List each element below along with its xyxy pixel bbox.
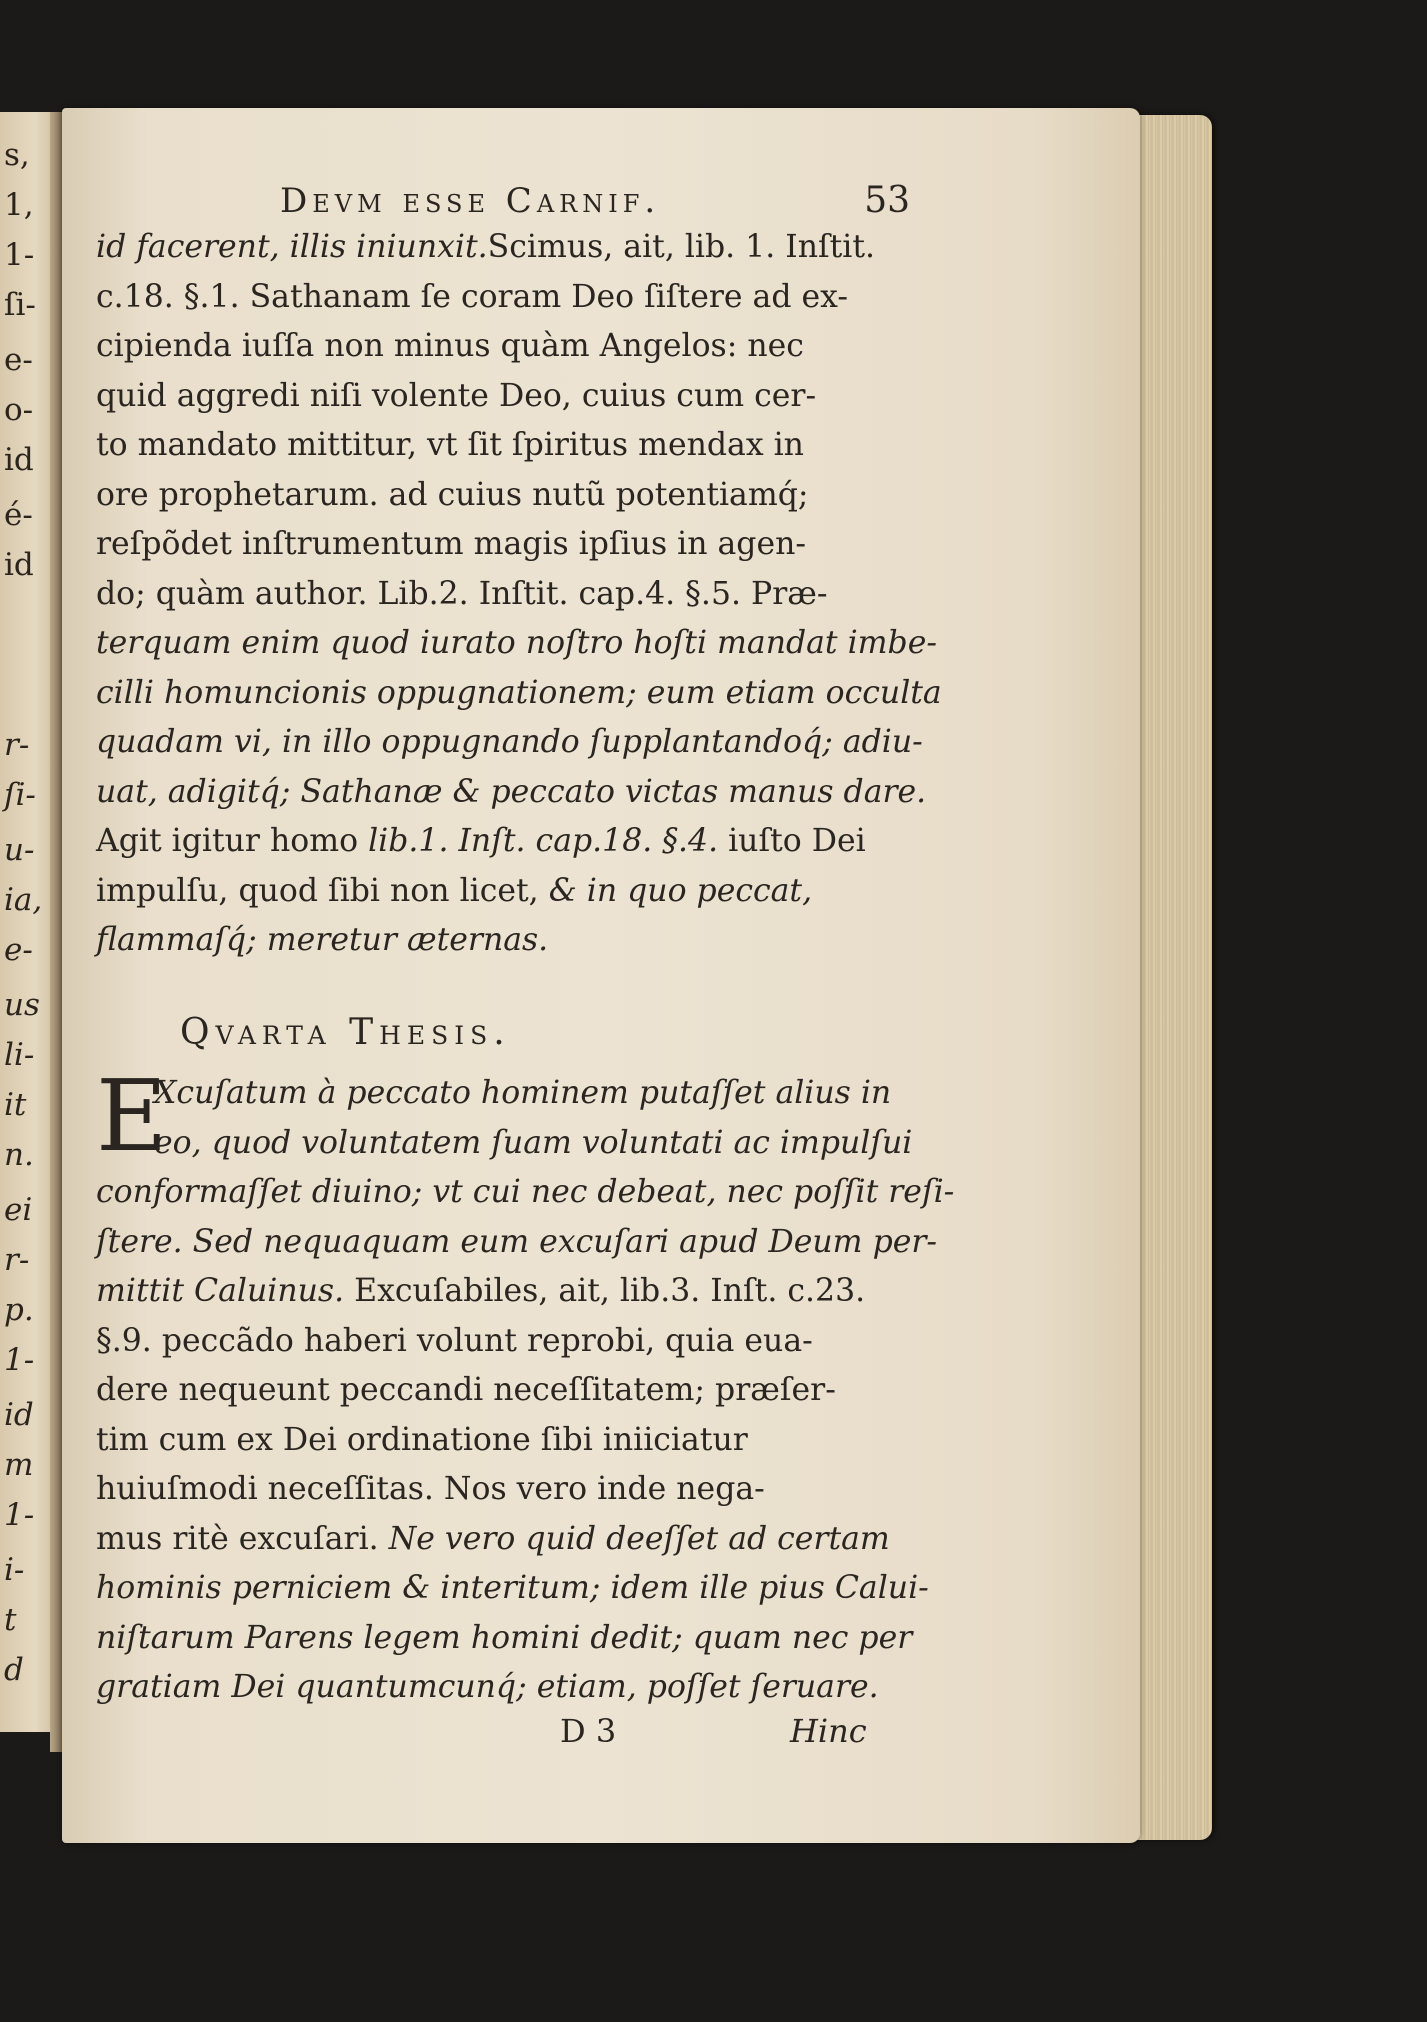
roman-run: iuſto Dei [718, 823, 866, 859]
italic-run: flammaſq́; meretur æternas. [96, 922, 549, 958]
text-line [96, 278, 896, 315]
roman-run: do; quàm author. Lib.2. Inſtit. cap.4. §.5. Præ- [96, 575, 828, 612]
italic-run: gratiam Dei quantumcunq́; etiam, poſſet ſeruare. [96, 1669, 879, 1705]
left-page-fragment: ſi- [4, 777, 36, 813]
roman-run: impulſu, quod ſibi non licet, [96, 872, 549, 909]
text-line [96, 229, 896, 265]
page-number: 53 [864, 180, 910, 221]
italic-run: id facerent, illis iniunxit. [96, 229, 488, 265]
italic-run: conformaſſet diuino; vt cui nec debeat, nec poſſit reſi- [96, 1174, 955, 1210]
left-page-fragment: s, [4, 137, 30, 173]
thesis-line [96, 1174, 955, 1210]
thesis-line [96, 1669, 896, 1705]
roman-run: to mandato mittitur, vt ſit ſpiritus mendax in [96, 427, 804, 463]
thesis-line [96, 1322, 896, 1359]
left-page-fragment: ei [4, 1192, 33, 1228]
left-page-fragment: us [4, 987, 40, 1023]
left-page-fragment: é- [4, 497, 33, 533]
text-line [96, 476, 896, 513]
italic-run: Xcuſatum à peccato hominem putaſſet alius in [154, 1075, 892, 1111]
italic-run: & in quo peccat, [548, 872, 813, 909]
left-page-fragment: e- [4, 342, 33, 378]
left-page-fragment: n. [4, 1137, 34, 1173]
left-page-fragment: d [4, 1652, 24, 1688]
left-page-fragment: u- [4, 832, 35, 868]
text-line [96, 427, 896, 463]
thesis-line [96, 1223, 938, 1260]
italic-run: uat, adigitq́; Sathanæ & peccato victas manus dare. [96, 773, 927, 810]
roman-run: huiuſmodi neceſſitas. Nos vero inde nega- [96, 1471, 765, 1507]
left-page-fragment: 1- [4, 237, 35, 273]
thesis-line [96, 1273, 896, 1309]
left-page-fragment: li- [4, 1037, 35, 1073]
drop-capital: E [96, 1060, 168, 1174]
catchword: Hinc [790, 1712, 867, 1750]
text-line [96, 773, 927, 810]
italic-run: mittit Caluinus. [96, 1273, 345, 1309]
text-line [96, 872, 896, 909]
thesis-line [96, 1619, 913, 1656]
left-page-fragment: 1, [4, 187, 34, 223]
thesis-line [154, 1075, 954, 1111]
left-page-fragment: p. [4, 1292, 34, 1328]
italic-run: cilli homuncionis oppugnationem; eum etiam occulta [96, 674, 942, 711]
roman-run: §.9. peccãdo haberi volunt reprobi, quia eua- [96, 1322, 813, 1359]
text-line [96, 526, 896, 562]
thesis-line [96, 1570, 929, 1606]
roman-run: reſpõdet inſtrumentum magis ipſius in agen- [96, 526, 807, 562]
left-page-fragment: i- [4, 1552, 25, 1588]
left-page-fragment: 1- [4, 1497, 35, 1533]
italic-run: quadam vi, in illo oppugnando ſupplantandoq́; adiu- [96, 724, 923, 760]
roman-run: quid aggredi niſi volente Deo, cuius cum cer- [96, 377, 817, 414]
roman-run: Scimus, ait, lib. 1. Inſtit. [487, 229, 876, 265]
roman-run: dere nequeunt peccandi neceſſitatem; præſer- [96, 1372, 836, 1408]
signature-mark: D 3 [560, 1712, 617, 1750]
thesis-line [96, 1372, 896, 1408]
text-line [96, 625, 937, 661]
text-line [96, 823, 896, 859]
roman-run: Excuſabiles, ait, lib.3. Inſt. c.23. [344, 1273, 866, 1309]
left-page-fragment: 1- [4, 1342, 35, 1378]
italic-run: eo, quod voluntatem ſuam voluntati ac impulſui [154, 1124, 913, 1161]
left-page-fragment: r- [4, 727, 30, 763]
left-page-fragment: t [4, 1602, 17, 1638]
left-page-fragment: r- [4, 1242, 30, 1278]
text-line [96, 377, 896, 414]
left-page-fragment: id [4, 547, 34, 583]
text-line [96, 328, 896, 364]
thesis-line [154, 1124, 954, 1161]
text-line [96, 674, 942, 711]
thesis-line [96, 1471, 896, 1507]
left-page-fragment: o- [4, 392, 34, 428]
left-page-fragment: id [4, 1397, 34, 1433]
left-page-fragment: m [4, 1447, 34, 1483]
text-line [96, 575, 896, 612]
roman-run: cipienda iuſſa non minus quàm Angelos: nec [96, 328, 804, 364]
text-line [96, 922, 896, 958]
roman-run: Agit igitur homo [96, 823, 369, 859]
italic-run: Ne vero quid deeſſet ad certam [388, 1520, 890, 1557]
italic-run: niſtarum Parens legem homini dedit; quam nec per [96, 1619, 913, 1656]
italic-run: terquam enim quod iurato noſtro hoſti mandat imbe- [96, 625, 937, 661]
left-page-fragment: ia, [4, 882, 43, 918]
section-title: Qvarta Thesis. [180, 1012, 511, 1053]
italic-run: ſtere. Sed nequaquam eum excuſari apud Deum per- [96, 1223, 938, 1260]
roman-run: c.18. §.1. Sathanam ſe coram Deo ſiſtere ad ex- [96, 278, 849, 315]
thesis-line [96, 1421, 896, 1458]
left-page-fragment: ſi- [4, 287, 36, 323]
thesis-line [96, 1520, 896, 1557]
left-page-fragment: it [4, 1087, 27, 1123]
roman-run: ore prophetarum. ad cuius nutũ potentiamq́; [96, 476, 809, 513]
left-page-fragment: id [4, 442, 34, 478]
roman-run: tim cum ex Dei ordinatione ſibi iniiciatur [96, 1421, 748, 1458]
italic-run: lib.1. Inſt. cap.18. §.4. [368, 823, 719, 859]
italic-run: hominis perniciem & interitum; idem ille pius Calui- [96, 1570, 929, 1606]
left-page-fragment: e- [4, 932, 33, 968]
running-title: Devm esse Carnif. [280, 181, 661, 221]
page-edges [1128, 115, 1212, 1840]
text-line [96, 724, 923, 760]
roman-run: mus ritè excuſari. [96, 1520, 389, 1557]
running-header [280, 180, 910, 221]
